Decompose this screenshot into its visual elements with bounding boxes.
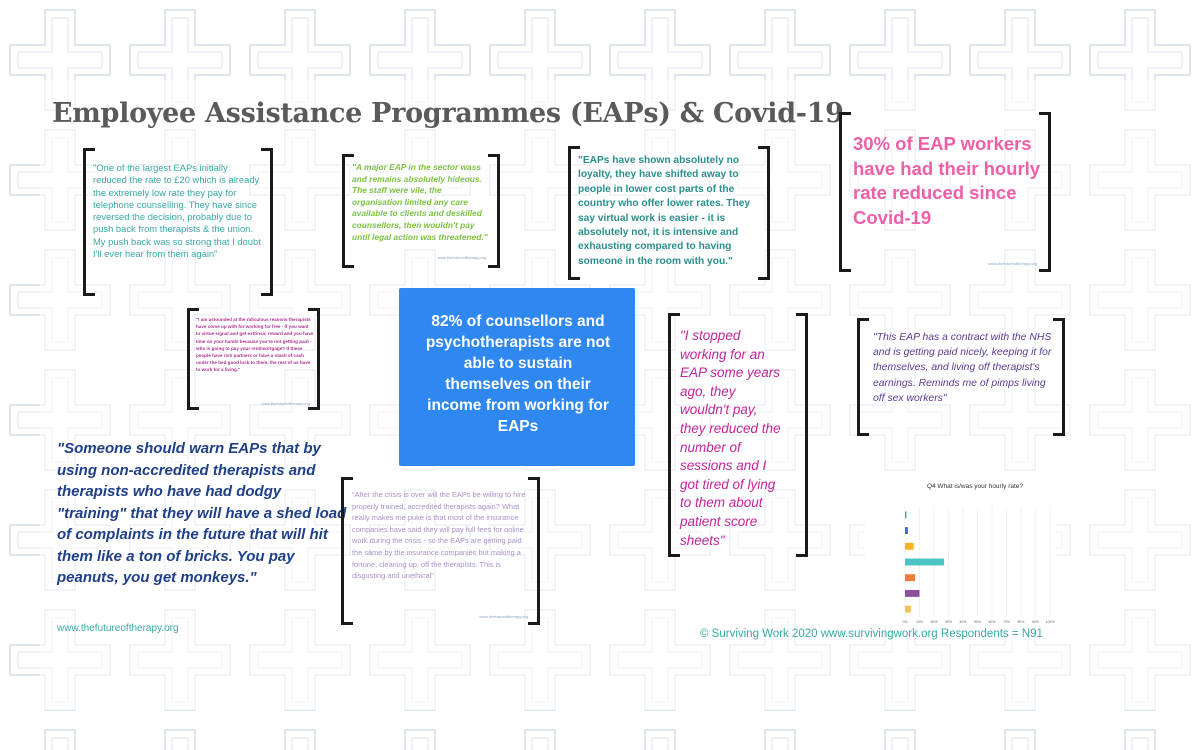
chart-bar (905, 527, 908, 534)
stat-text: 82% of counsellors and psychotherapists are not able to sustain themselves on their income from working for EAPs (425, 313, 611, 435)
quote-text: "One of the largest EAPs initially reduced the rate to £20 which is already the extremely low rate they pay for telephone counselling. They have since reversed the decision, probably due to push back from therapists & the union. My push back was so strong that I doubt I'll ever hear from them again" (93, 162, 261, 260)
quote-box-working-for-free (187, 308, 320, 410)
chart-bar (905, 543, 914, 550)
chart-x-tick: 100% (1045, 620, 1055, 624)
quote-source: www.thefutureoftherapy.org (261, 401, 310, 406)
chart-bar (905, 511, 906, 518)
chart-bar (905, 574, 915, 581)
chart-title: Q4 What is/was your hourly rate? (926, 483, 1024, 490)
quote-box-nhs-contract (857, 318, 1065, 436)
left-bracket (857, 318, 869, 436)
chart-x-tick: 10% (915, 620, 924, 624)
quote-box-hideous-eap (342, 154, 500, 268)
chart-svg (865, 475, 1055, 625)
chart-x-tick: 70% (1002, 620, 1011, 624)
big-quote-peanuts: "Someone should warn EAPs that by using non-accredited therapists and therapists who have had dodgy "training" that they will have a shed load of complaints in the future that will hit them like a ton of bricks. You pay peanuts, you get monkeys." (57, 440, 347, 586)
quote-box-stopped-working (668, 313, 808, 557)
quote-box-no-loyalty (568, 146, 770, 280)
chart-bar (905, 606, 911, 613)
quote-box-after-crisis (341, 477, 540, 625)
chart-x-tick: 40% (959, 620, 967, 624)
quote-text: "A major EAP in the sector wass and remains absolutely hideous. The staff were vile, the organisation limited any care available to clients and deskilled counsellors, then wouldn't pay until legal action was threatened." (352, 162, 488, 242)
chart-bar (905, 559, 944, 566)
chart-bar (905, 590, 920, 597)
right-bracket (1053, 318, 1065, 436)
quote-text: "After the crisis is over will the EAPs be willing to hire properly trained, accredited therapists again? What really makes me puke is that most of the insurance companies have said they will pay full fees for online work during the crisis - so the EAPs are getting paid the same by the insurance companies but making a fortune, cleaning up, off the therapists. This is disgusting and unethical" (352, 490, 526, 581)
quote-text: "EAPs have shown absolutely no loyalty, they have shifted away to people in lower cost parts of the country who offer lower rates. They say virtual work is easier - it is absolutely not, it is intensive and exhausting compared to having someone in the room with you." (578, 155, 751, 267)
quote-source: www.thefutureoftherapy.org (479, 614, 528, 619)
chart-x-tick: 0% (902, 620, 908, 624)
quote-source: www.thefutureoftherapy.org (437, 255, 486, 260)
chart-x-tick: 60% (988, 620, 996, 624)
right-bracket (796, 313, 808, 557)
left-bracket (839, 112, 851, 272)
chart-x-tick: 80% (1017, 620, 1025, 624)
chart-x-tick: 90% (1031, 620, 1040, 624)
quote-box-rate-reduction (83, 148, 273, 296)
chart-x-tick: 20% (930, 620, 938, 624)
stat-box-30-percent (839, 112, 1051, 272)
hourly-rate-chart (865, 475, 1055, 625)
chart-x-tick: 30% (944, 620, 953, 624)
quote-text: "I am astounded at the ridiculous reasons therapists have come up with for working for free - if you want to virtue signal and get extrinsic reward and you have time on your hands because you're not getting paid - who is going to pay your rent/mortgage? If these people have rich partners or have a stash of cash under the bed good luck to them, the rest of us have to work for a living." (196, 317, 314, 373)
quote-source: www.thefutureoftherapy.org (988, 261, 1037, 266)
page-title: Employee Assistance Programmes (EAPs) & Covid-19 (52, 98, 844, 129)
stat-box-82-percent (399, 288, 635, 466)
stat-text: 30% of EAP workers have had their hourly rate reduced since Covid-19 (853, 133, 1041, 228)
quote-text: "I stopped working for an EAP some years ago, they wouldn't pay, they reduced the number of sessions and I got tired of lying to them about patient score sheets" (680, 328, 781, 548)
chart-x-tick: 50% (973, 620, 982, 624)
footer-credit: © Surviving Work 2020 www.survivingwork.org Respondents = N91 (700, 628, 1043, 640)
left-bracket (668, 313, 680, 557)
quote-text: "This EAP has a contract with the NHS and is getting paid nicely, keeping it for themselves, and living off therapist's earnings. Reminds me of pimps living off sex workers" (873, 332, 1052, 404)
footer-site-link[interactable]: www.thefutureoftherapy.org (57, 623, 179, 634)
